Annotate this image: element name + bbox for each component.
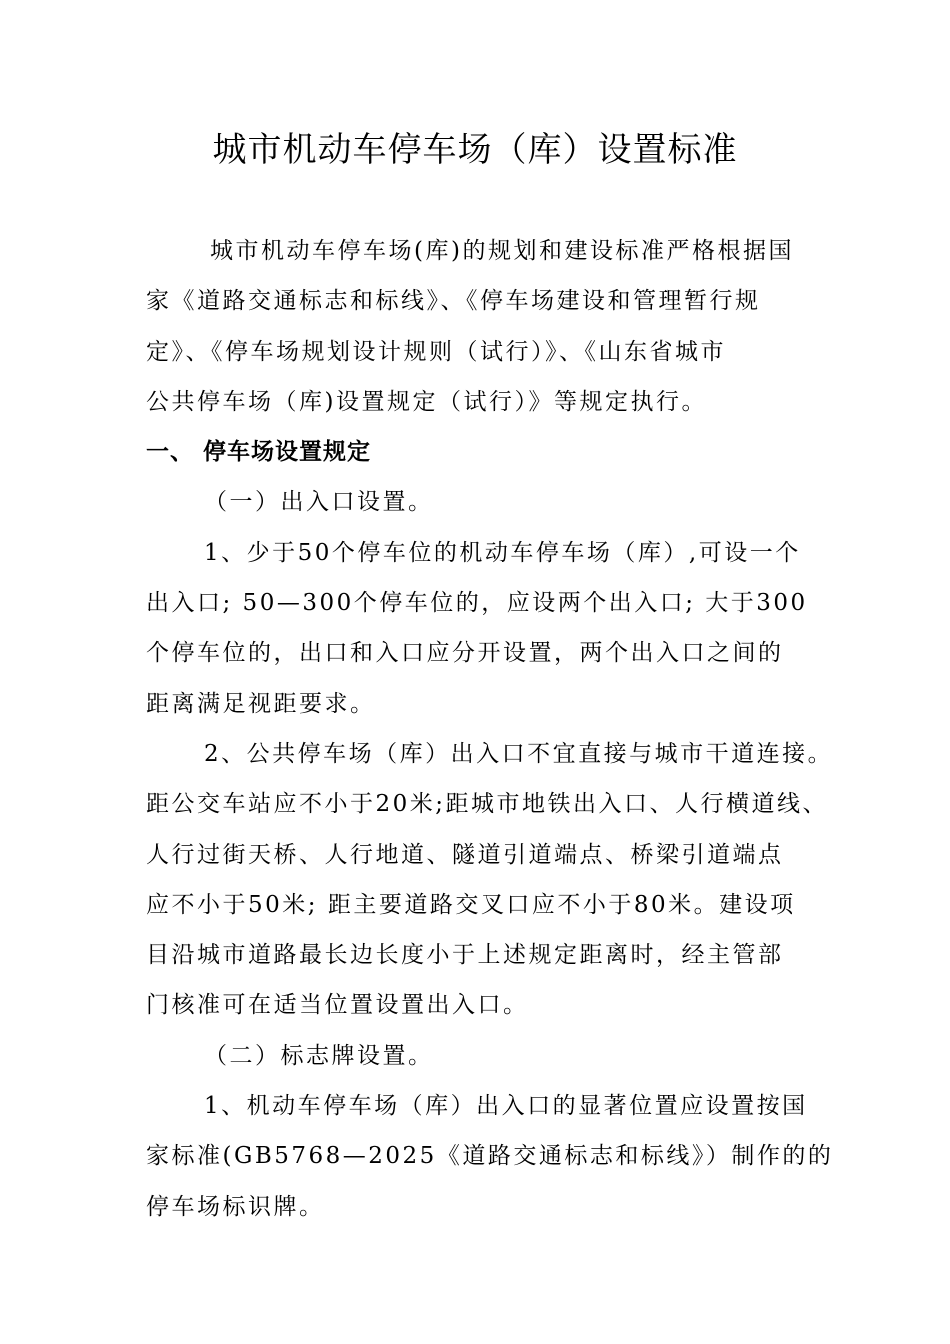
text-line: 目沿城市道路最长边长度小于上述规定距离时，经主管部 [146, 942, 784, 969]
document-title: 城市机动车停车场（库）设置标准 [212, 130, 738, 170]
text-line: 公共停车场（库)设置规定（试行）》等规定执行。 [146, 388, 707, 415]
text-line: 1、少于50个停车位的机动车停车场（库）,可设一个 [204, 539, 801, 566]
text-line: 2、公共停车场（库）出入口不宜直接与城市干道连接。 [204, 740, 834, 767]
text-line: 应不小于50米; 距主要道路交叉口应不小于80米。建设项 [146, 891, 796, 918]
document-body [146, 226, 846, 1232]
text-line: 出入口; 50—300个停车位的，应设两个出入口; 大于300 [146, 590, 808, 617]
intro-paragraph [146, 226, 846, 427]
text-line: 门核准可在适当位置设置出入口。 [146, 992, 529, 1019]
item-paragraph [146, 528, 846, 729]
text-line: 城市机动车停车场(库)的规划和建设标准严格根据国 [210, 238, 794, 264]
item-paragraph [146, 1081, 846, 1232]
text-line: 定》、《停车场规划设计规则（试行）》、《山东省城市 [146, 338, 726, 365]
text-line: 家标准(GB5768—2025《道路交通标志和标线》）制作的的 [146, 1143, 834, 1170]
section-1-heading: 一、 停车场设置规定 [146, 439, 372, 466]
text-line: 停车场标识牌。 [146, 1193, 325, 1220]
item-paragraph [146, 729, 846, 1031]
text-line: 人行过街天桥、人行地道、隧道引道端点、桥梁引道端点 [146, 841, 784, 868]
subsection-1-heading: （一）出入口设置。 [204, 489, 434, 516]
text-line: 个停车位的，出口和入口应分开设置，两个出入口之间的 [146, 640, 784, 667]
text-line: 距离满足视距要求。 [146, 690, 376, 717]
text-line: 1、机动车停车场（库）出入口的显著位置应设置按国 [204, 1093, 808, 1120]
subsection-2-heading: （二）标志牌设置。 [204, 1042, 434, 1069]
section-heading [146, 427, 846, 477]
subsection-heading [146, 477, 846, 527]
text-line: 距公交车站应不小于20米;距城市地铁出入口、人行横道线、 [146, 791, 829, 818]
subsection-heading [146, 1031, 846, 1081]
text-line: 家《道路交通标志和标线》、《停车场建设和管理暂行规 [146, 288, 761, 315]
